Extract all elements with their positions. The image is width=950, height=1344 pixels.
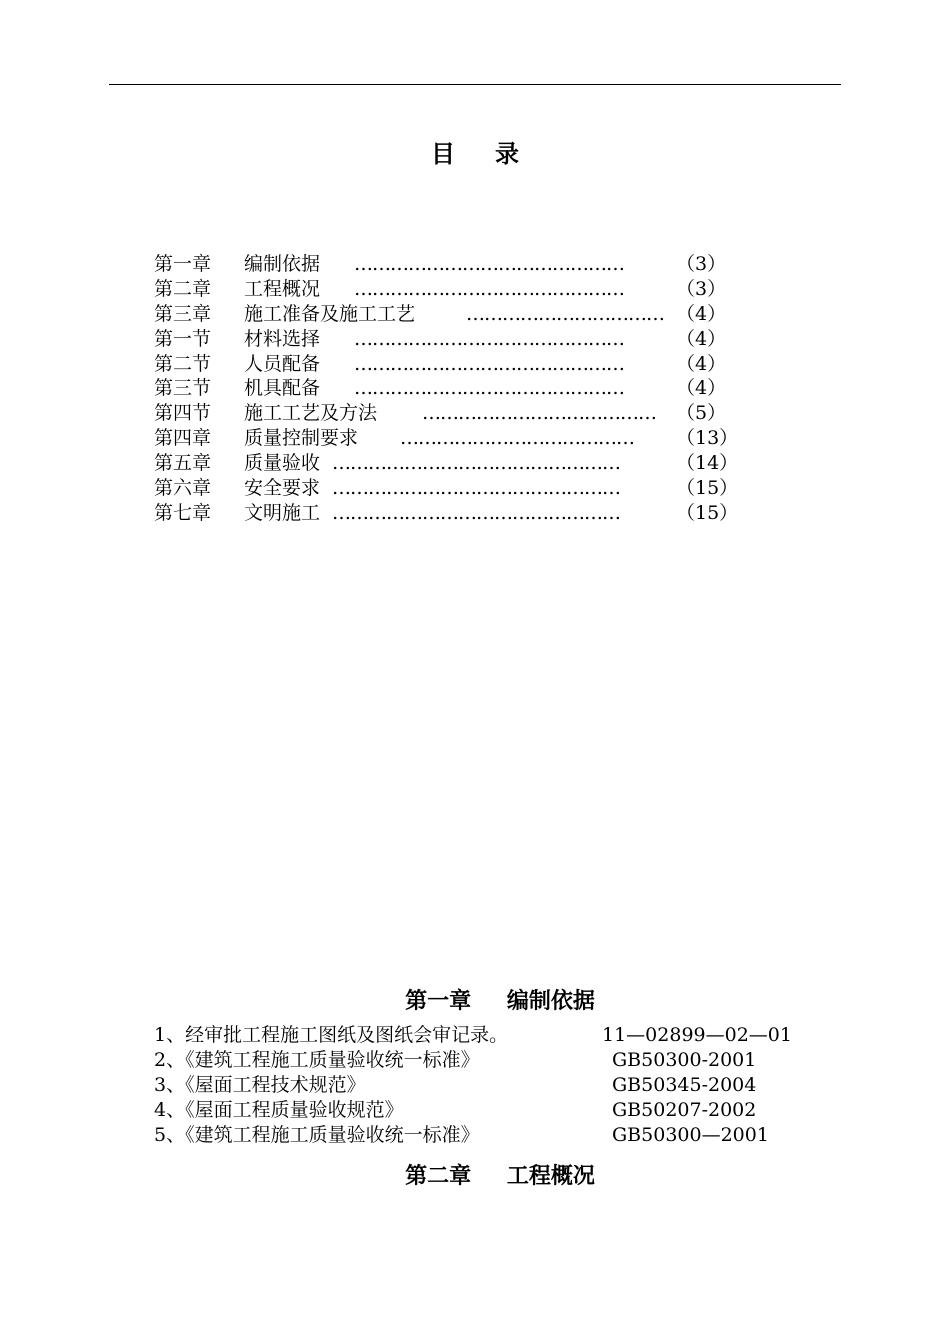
basis-item-code: GB50300—2001	[612, 1124, 769, 1146]
toc-entry-leader: ……………………………	[466, 302, 664, 325]
toc-entry-leader: …………………………………………	[332, 477, 620, 500]
chapter-2-heading: 第二章 工程概况	[405, 1164, 595, 1189]
toc-title: 目录	[431, 140, 559, 168]
toc-entry-leader: …………………………………	[422, 402, 656, 425]
list-item	[154, 1098, 814, 1123]
toc-entry-leader: ………………………………………	[354, 377, 624, 400]
basis-item-code: GB50300-2001	[612, 1049, 757, 1071]
basis-item-code: 11—02899—02—01	[602, 1024, 792, 1046]
toc-entry-name: 人员配备	[244, 352, 321, 375]
toc-entry-leader: ………………………………………	[354, 253, 624, 275]
toc-entry-page: （4）	[676, 377, 727, 400]
toc-entry	[154, 302, 734, 327]
toc-entry-number: 第三章	[154, 302, 212, 325]
list-item	[154, 1023, 814, 1048]
toc-entry-name: 材料选择	[244, 327, 321, 350]
toc-entry-number: 第四章	[154, 427, 212, 450]
basis-item-text: 4、《屋面工程质量验收规范》	[154, 1099, 404, 1121]
toc-entry-name: 施工工艺及方法	[244, 402, 378, 425]
list-item	[154, 1048, 814, 1073]
toc-entry-leader: …………………………………………	[332, 452, 620, 475]
toc-entry-page: （13）	[676, 427, 739, 450]
basis-item-text: 3、《屋面工程技术规范》	[154, 1074, 366, 1096]
toc-entry-name: 施工准备及施工工艺	[244, 302, 416, 325]
toc-entry-page: （4）	[676, 352, 727, 375]
header-rule	[109, 84, 841, 85]
toc-entry-name: 安全要求	[244, 477, 321, 500]
toc-entry-page: （15）	[676, 501, 739, 524]
toc-entry-leader: …………………………………	[400, 427, 634, 450]
toc-entry-page: （5）	[676, 402, 727, 425]
toc-entry-number: 第三节	[154, 377, 212, 400]
toc-entry-name: 机具配备	[244, 377, 321, 400]
toc-entry	[154, 352, 734, 377]
toc-entry-number: 第一节	[154, 327, 212, 350]
toc-entry-name: 编制依据	[244, 253, 321, 275]
toc-entry	[154, 401, 734, 426]
basis-item-text: 2、《建筑工程施工质量验收统一标准》	[154, 1049, 480, 1071]
table-of-contents	[154, 252, 739, 526]
toc-entry	[154, 476, 739, 501]
toc-entry-leader: …………………………………………	[332, 501, 620, 524]
toc-entry-page: （4）	[676, 302, 727, 325]
list-item	[154, 1073, 814, 1098]
toc-entry-number: 第一章	[154, 253, 212, 275]
toc-entry-page: （4）	[676, 327, 727, 350]
toc-entry-number: 第二章	[154, 277, 212, 300]
basis-item-code: GB50345-2004	[612, 1074, 757, 1096]
toc-entry	[154, 501, 739, 526]
compilation-basis-list	[154, 1023, 814, 1148]
toc-entry-leader: ………………………………………	[354, 277, 624, 300]
toc-entry-number: 第二节	[154, 352, 212, 375]
list-item	[154, 1123, 814, 1148]
toc-entry	[154, 426, 739, 451]
toc-entry	[154, 252, 734, 277]
toc-entry-page: （14）	[676, 452, 739, 475]
basis-item-text: 1、经审批工程施工图纸及图纸会审记录。	[154, 1024, 509, 1046]
toc-entry-leader: ………………………………………	[354, 327, 624, 350]
basis-item-code: GB50207-2002	[612, 1099, 757, 1121]
toc-entry	[154, 327, 734, 352]
toc-entry-page: （3）	[676, 277, 727, 300]
toc-entry	[154, 451, 739, 476]
toc-entry-name: 文明施工	[244, 501, 321, 524]
toc-entry-page: （3）	[676, 253, 727, 275]
toc-entry-number: 第六章	[154, 477, 212, 500]
toc-entry-name: 质量验收	[244, 452, 321, 475]
toc-entry-number: 第五章	[154, 452, 212, 475]
toc-entry-page: （15）	[676, 477, 739, 500]
toc-entry-leader: ………………………………………	[354, 352, 624, 375]
toc-entry-name: 质量控制要求	[244, 427, 359, 450]
chapter-1-heading: 第一章 编制依据	[405, 989, 595, 1014]
toc-entry	[154, 376, 734, 401]
toc-entry-number: 第四节	[154, 402, 212, 425]
basis-item-text: 5、《建筑工程施工质量验收统一标准》	[154, 1124, 480, 1146]
toc-entry-number: 第七章	[154, 501, 212, 524]
toc-entry	[154, 277, 734, 302]
toc-entry-name: 工程概况	[244, 277, 321, 300]
